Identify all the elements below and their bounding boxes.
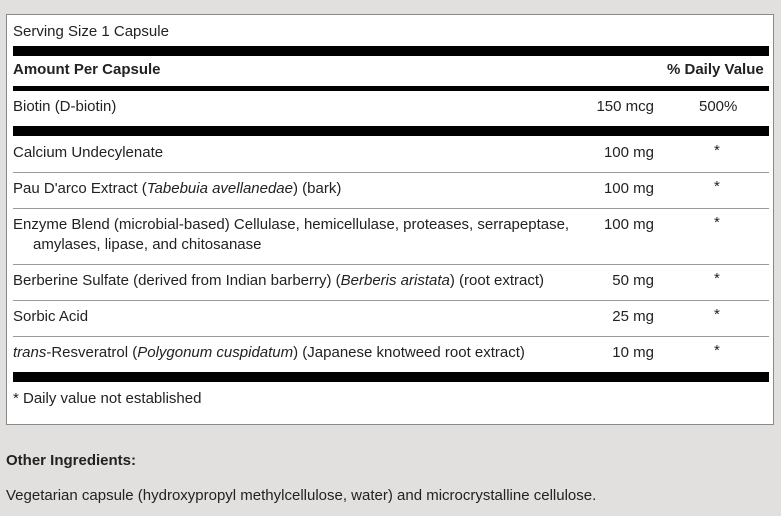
row-divider [13,300,769,301]
ingredient-daily-value: * [714,306,720,323]
other-ingredients-text: Vegetarian capsule (hydroxypropyl methylcellulose, water) and microcrystalline cellulose. [6,487,597,504]
ingredient-amount: 100 mg [603,216,654,233]
ingredient-name: Pau D'arco Extract (Tabebuia avellanedae) (bark) [13,180,342,197]
ingredient-name: Enzyme Blend (microbial-based) Cellulase, hemicellulase, proteases, serrapeptase, [13,216,570,233]
ingredient-daily-value: * [714,214,720,231]
other-ingredients-title: Other Ingredients: [6,452,137,469]
ingredient-daily-value: * [714,142,720,159]
ingredient-daily-value: * [714,342,720,359]
ingredient-daily-value: * [714,270,720,287]
row-divider [13,336,769,337]
serving-size: Serving Size 1 Capsule [13,23,169,40]
ingredient-name: trans-Resveratrol (Polygonum cuspidatum) (Japanese knotweed root extract) [13,344,525,361]
ingredient-name: Berberine Sulfate (derived from Indian barberry) (Berberis aristata) (root extract) [13,272,545,289]
ingredient-name: Biotin (D-biotin) [13,98,117,115]
ingredient-daily-value: 500% [699,98,738,115]
ingredient-amount: 100 mg [603,180,654,197]
thick-divider-middle [13,126,769,136]
ingredient-amount: 100 mg [603,144,654,161]
footnote: * Daily value not established [13,390,202,407]
supplement-facts-panel [6,14,774,425]
ingredient-name: Sorbic Acid [13,308,89,325]
ingredient-name-continued: amylases, lipase, and chitosanase [33,236,262,253]
ingredient-amount: 25 mg [612,308,654,325]
ingredient-amount: 150 mcg [596,98,654,115]
medium-divider [13,86,769,91]
row-divider [13,208,769,209]
amount-per-capsule-header: Amount Per Capsule [13,61,161,78]
thick-divider-bottom [13,372,769,382]
ingredient-name: Calcium Undecylenate [13,144,164,161]
ingredient-daily-value: * [714,178,720,195]
row-divider [13,264,769,265]
thick-divider-top [13,46,769,56]
daily-value-header: % Daily Value [667,61,764,78]
ingredient-amount: 10 mg [612,344,654,361]
ingredient-amount: 50 mg [612,272,654,289]
row-divider [13,172,769,173]
